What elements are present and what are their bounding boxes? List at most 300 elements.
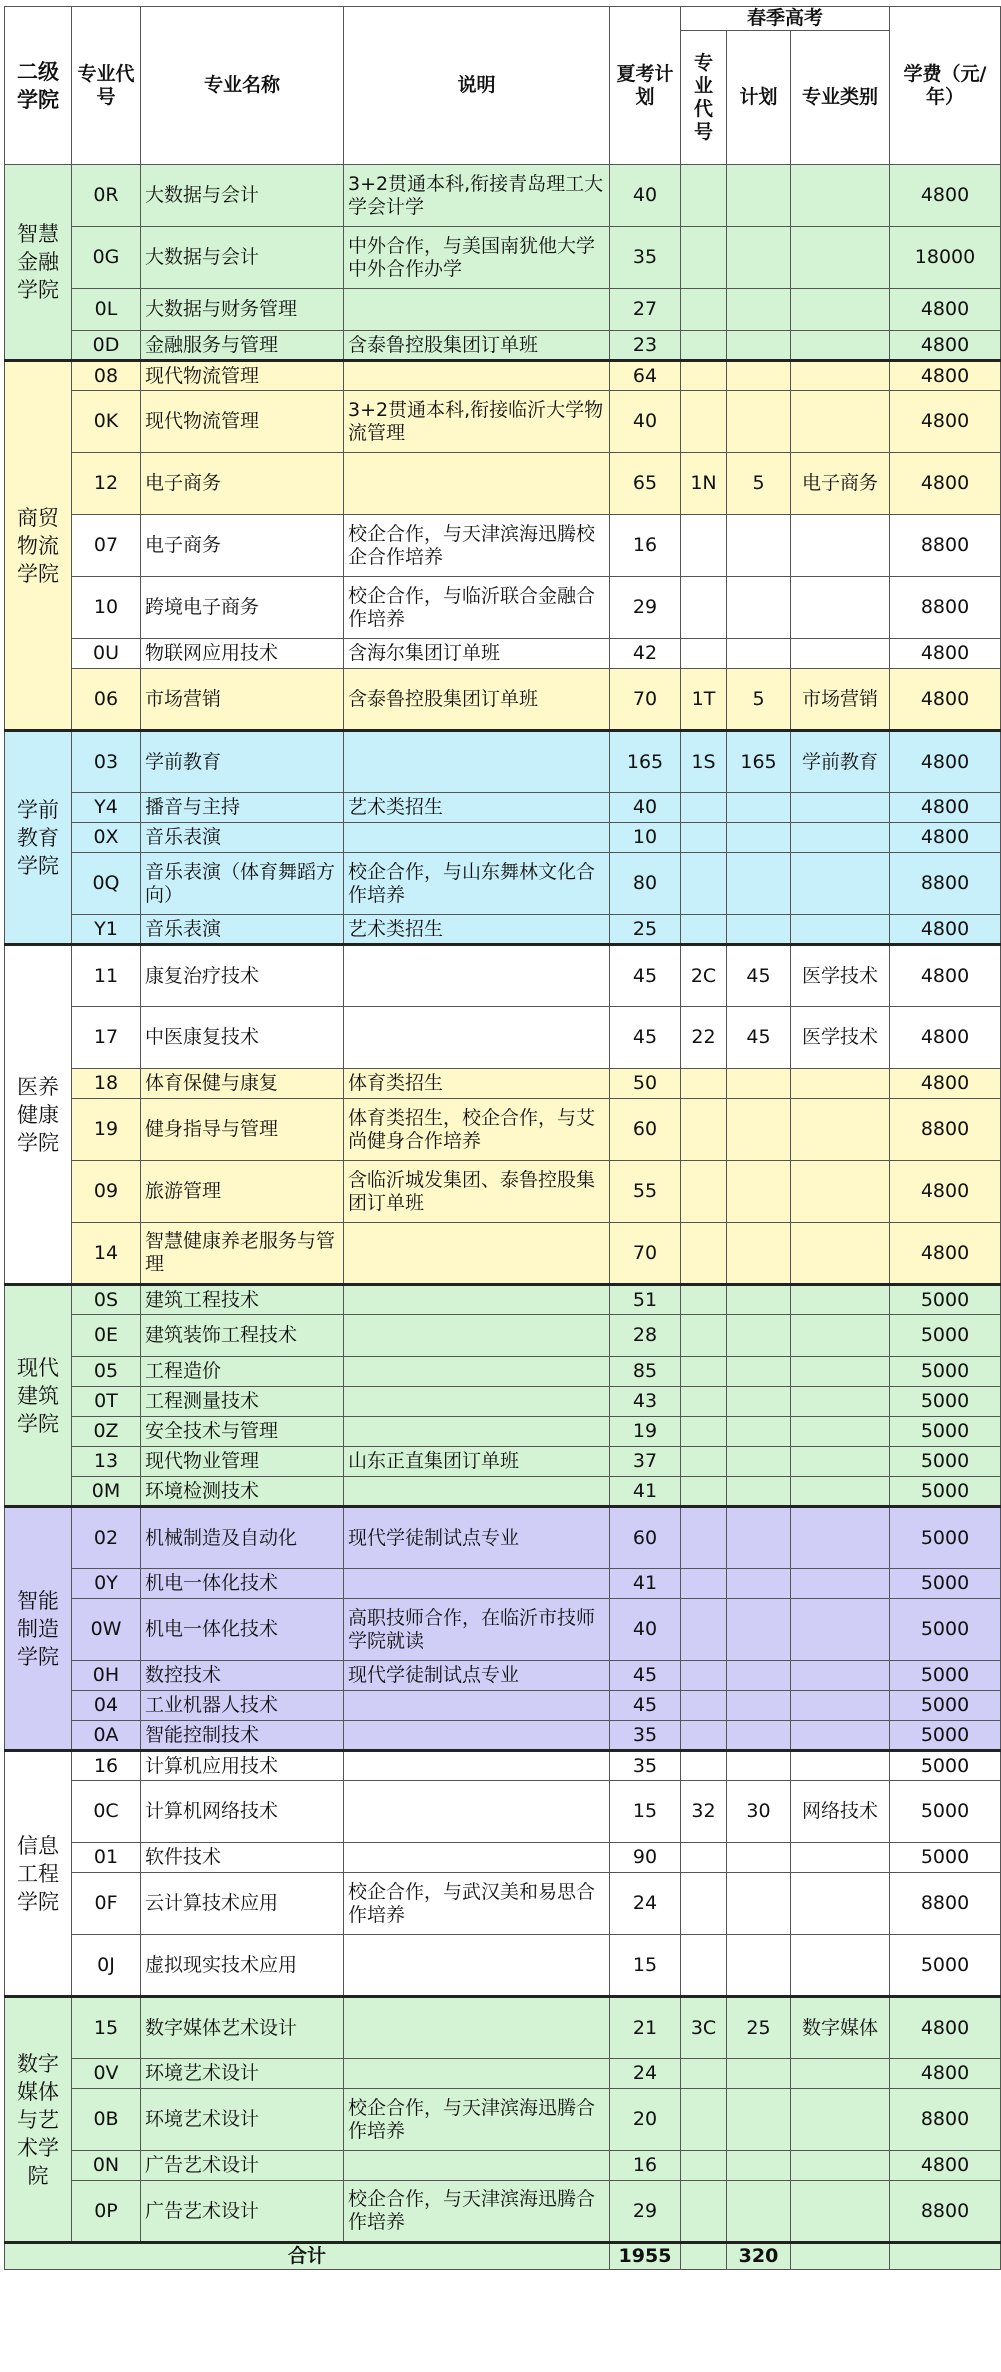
major-description: 校企合作，与天津滨海迅腾校企合作培养 bbox=[344, 515, 610, 577]
table-row bbox=[5, 1781, 1001, 1843]
table-row bbox=[5, 1997, 1001, 2059]
spring-category: 医学技术 bbox=[791, 1007, 890, 1069]
major-description bbox=[344, 1223, 610, 1285]
summer-plan: 35 bbox=[610, 1751, 681, 1781]
spring-plan bbox=[727, 1843, 791, 1873]
major-name: 跨境电子商务 bbox=[141, 577, 344, 639]
spring-code bbox=[681, 1599, 727, 1661]
summer-plan: 19 bbox=[610, 1417, 681, 1447]
spring-plan bbox=[727, 1099, 791, 1161]
tuition-fee: 4800 bbox=[890, 165, 1001, 227]
table-row bbox=[5, 669, 1001, 731]
major-code: 09 bbox=[72, 1161, 141, 1223]
tuition-fee: 5000 bbox=[890, 1357, 1001, 1387]
tuition-fee: 4800 bbox=[890, 361, 1001, 391]
table-row bbox=[5, 2059, 1001, 2089]
spring-category bbox=[791, 1661, 890, 1691]
major-code: 0M bbox=[72, 1477, 141, 1507]
major-description bbox=[344, 1477, 610, 1507]
spring-plan bbox=[727, 1069, 791, 1099]
tuition-fee: 8800 bbox=[890, 515, 1001, 577]
spring-category bbox=[791, 1069, 890, 1099]
spring-category bbox=[791, 2089, 890, 2151]
spring-code bbox=[681, 1315, 727, 1357]
college-name: 智能制造学院 bbox=[5, 1507, 72, 1751]
spring-plan bbox=[727, 1357, 791, 1387]
tuition-fee: 5000 bbox=[890, 1507, 1001, 1569]
tuition-fee: 4800 bbox=[890, 945, 1001, 1007]
tuition-fee: 4800 bbox=[890, 793, 1001, 823]
spring-code bbox=[681, 1507, 727, 1569]
spring-category bbox=[791, 2151, 890, 2181]
tuition-fee: 5000 bbox=[890, 1721, 1001, 1751]
spring-plan bbox=[727, 577, 791, 639]
spring-plan: 45 bbox=[727, 1007, 791, 1069]
spring-code bbox=[681, 165, 727, 227]
major-name: 智能控制技术 bbox=[141, 1721, 344, 1751]
spring-category bbox=[791, 289, 890, 331]
major-code: 0S bbox=[72, 1285, 141, 1315]
spring-category bbox=[791, 1099, 890, 1161]
tuition-fee: 5000 bbox=[890, 1843, 1001, 1873]
table-row bbox=[5, 2151, 1001, 2181]
spring-plan bbox=[727, 1315, 791, 1357]
summer-plan: 40 bbox=[610, 165, 681, 227]
major-name: 金融服务与管理 bbox=[141, 331, 344, 361]
major-name: 环境检测技术 bbox=[141, 1477, 344, 1507]
spring-code bbox=[681, 391, 727, 453]
major-description bbox=[344, 945, 610, 1007]
major-description: 现代学徒制试点专业 bbox=[344, 1661, 610, 1691]
summer-plan: 80 bbox=[610, 853, 681, 915]
tuition-fee: 5000 bbox=[890, 1315, 1001, 1357]
major-description: 校企合作，与天津滨海迅腾合作培养 bbox=[344, 2181, 610, 2243]
major-name: 虚拟现实技术应用 bbox=[141, 1935, 344, 1997]
spring-code bbox=[681, 227, 727, 289]
table-row bbox=[5, 2181, 1001, 2243]
major-description: 山东正直集团订单班 bbox=[344, 1447, 610, 1477]
summer-plan: 28 bbox=[610, 1315, 681, 1357]
spring-plan bbox=[727, 1721, 791, 1751]
tuition-fee: 4800 bbox=[890, 453, 1001, 515]
major-description: 校企合作，与武汉美和易思合作培养 bbox=[344, 1873, 610, 1935]
spring-code bbox=[681, 639, 727, 669]
spring-category bbox=[791, 1599, 890, 1661]
major-name: 音乐表演（体育舞蹈方向） bbox=[141, 853, 344, 915]
table-row bbox=[5, 1721, 1001, 1751]
major-description: 含海尔集团订单班 bbox=[344, 639, 610, 669]
tuition-fee: 4800 bbox=[890, 669, 1001, 731]
summer-plan: 165 bbox=[610, 731, 681, 793]
summer-plan: 23 bbox=[610, 331, 681, 361]
major-description bbox=[344, 1285, 610, 1315]
major-name: 数字媒体艺术设计 bbox=[141, 1997, 344, 2059]
major-name: 中医康复技术 bbox=[141, 1007, 344, 1069]
spring-code bbox=[681, 2151, 727, 2181]
major-name: 计算机应用技术 bbox=[141, 1751, 344, 1781]
spring-plan bbox=[727, 639, 791, 669]
major-name: 音乐表演 bbox=[141, 915, 344, 945]
major-code: 08 bbox=[72, 361, 141, 391]
major-description bbox=[344, 2059, 610, 2089]
spring-plan bbox=[727, 1447, 791, 1477]
spring-plan bbox=[727, 915, 791, 945]
tuition-fee: 8800 bbox=[890, 853, 1001, 915]
spring-category bbox=[791, 823, 890, 853]
spring-code bbox=[681, 1223, 727, 1285]
table-row bbox=[5, 1223, 1001, 1285]
summer-plan: 24 bbox=[610, 1873, 681, 1935]
summer-plan: 43 bbox=[610, 1387, 681, 1417]
major-name: 物联网应用技术 bbox=[141, 639, 344, 669]
summer-plan: 25 bbox=[610, 915, 681, 945]
spring-category bbox=[791, 1161, 890, 1223]
spring-code bbox=[681, 515, 727, 577]
spring-code bbox=[681, 1387, 727, 1417]
spring-category bbox=[791, 1285, 890, 1315]
spring-category bbox=[791, 1223, 890, 1285]
spring-code bbox=[681, 1721, 727, 1751]
table-row bbox=[5, 1069, 1001, 1099]
major-name: 音乐表演 bbox=[141, 823, 344, 853]
major-description bbox=[344, 1357, 610, 1387]
spring-category bbox=[791, 515, 890, 577]
table-row bbox=[5, 1161, 1001, 1223]
summer-plan: 40 bbox=[610, 793, 681, 823]
spring-category bbox=[791, 391, 890, 453]
major-code: 07 bbox=[72, 515, 141, 577]
spring-code bbox=[681, 1161, 727, 1223]
table-row bbox=[5, 1099, 1001, 1161]
tuition-fee: 4800 bbox=[890, 2059, 1001, 2089]
spring-plan bbox=[727, 331, 791, 361]
spring-plan bbox=[727, 1661, 791, 1691]
spring-plan bbox=[727, 227, 791, 289]
total-summer: 1955 bbox=[610, 2243, 681, 2270]
major-name: 市场营销 bbox=[141, 669, 344, 731]
spring-code bbox=[681, 331, 727, 361]
summer-plan: 24 bbox=[610, 2059, 681, 2089]
total-label: 合计 bbox=[5, 2243, 610, 2270]
summer-plan: 29 bbox=[610, 2181, 681, 2243]
header-spring-code: 专业代号 bbox=[681, 31, 727, 165]
major-code: 0F bbox=[72, 1873, 141, 1935]
major-name: 工程测量技术 bbox=[141, 1387, 344, 1417]
header-spring-plan: 计划 bbox=[727, 31, 791, 165]
total-spring: 320 bbox=[727, 2243, 791, 2270]
tuition-fee: 4800 bbox=[890, 1997, 1001, 2059]
college-name: 医养健康学院 bbox=[5, 945, 72, 1285]
major-name: 大数据与会计 bbox=[141, 227, 344, 289]
major-code: 17 bbox=[72, 1007, 141, 1069]
major-description: 现代学徒制试点专业 bbox=[344, 1507, 610, 1569]
major-description bbox=[344, 1997, 610, 2059]
spring-plan bbox=[727, 1599, 791, 1661]
tuition-fee: 4800 bbox=[890, 639, 1001, 669]
major-description bbox=[344, 361, 610, 391]
table-row bbox=[5, 823, 1001, 853]
major-description bbox=[344, 1007, 610, 1069]
spring-category bbox=[791, 915, 890, 945]
major-code: 0U bbox=[72, 639, 141, 669]
summer-plan: 42 bbox=[610, 639, 681, 669]
spring-category: 电子商务 bbox=[791, 453, 890, 515]
major-code: 0B bbox=[72, 2089, 141, 2151]
tuition-fee: 8800 bbox=[890, 1873, 1001, 1935]
major-description bbox=[344, 1935, 610, 1997]
spring-category bbox=[791, 577, 890, 639]
spring-category bbox=[791, 361, 890, 391]
spring-category bbox=[791, 1873, 890, 1935]
summer-plan: 70 bbox=[610, 669, 681, 731]
header-name: 专业名称 bbox=[141, 7, 344, 165]
spring-code bbox=[681, 1751, 727, 1781]
summer-plan: 70 bbox=[610, 1223, 681, 1285]
tuition-fee: 5000 bbox=[890, 1285, 1001, 1315]
spring-category bbox=[791, 331, 890, 361]
major-description: 体育类招生 bbox=[344, 1069, 610, 1099]
major-description: 体育类招生，校企合作，与艾尚健身合作培养 bbox=[344, 1099, 610, 1161]
header-spring-category: 专业类别 bbox=[791, 31, 890, 165]
spring-code bbox=[681, 2181, 727, 2243]
major-name: 建筑工程技术 bbox=[141, 1285, 344, 1315]
summer-plan: 41 bbox=[610, 1477, 681, 1507]
major-description bbox=[344, 1691, 610, 1721]
header-desc: 说明 bbox=[344, 7, 610, 165]
summer-plan: 40 bbox=[610, 391, 681, 453]
spring-code bbox=[681, 2089, 727, 2151]
spring-code bbox=[681, 1417, 727, 1447]
table-row bbox=[5, 1507, 1001, 1569]
major-description bbox=[344, 289, 610, 331]
spring-category: 市场营销 bbox=[791, 669, 890, 731]
major-code: 0G bbox=[72, 227, 141, 289]
college-name: 信息工程学院 bbox=[5, 1751, 72, 1997]
total-row bbox=[5, 2243, 1001, 2270]
major-code: Y4 bbox=[72, 793, 141, 823]
summer-plan: 20 bbox=[610, 2089, 681, 2151]
major-code: 0N bbox=[72, 2151, 141, 2181]
total-fee bbox=[890, 2243, 1001, 2270]
major-description bbox=[344, 1781, 610, 1843]
major-code: 0Z bbox=[72, 1417, 141, 1447]
header-summer: 夏考计划 bbox=[610, 7, 681, 165]
spring-code: 1T bbox=[681, 669, 727, 731]
spring-code bbox=[681, 1069, 727, 1099]
major-name: 安全技术与管理 bbox=[141, 1417, 344, 1447]
tuition-fee: 8800 bbox=[890, 2181, 1001, 2243]
major-name: 现代物流管理 bbox=[141, 361, 344, 391]
spring-code bbox=[681, 1691, 727, 1721]
tuition-fee: 18000 bbox=[890, 227, 1001, 289]
summer-plan: 64 bbox=[610, 361, 681, 391]
major-code: 0D bbox=[72, 331, 141, 361]
spring-code bbox=[681, 853, 727, 915]
major-code: 19 bbox=[72, 1099, 141, 1161]
tuition-fee: 4800 bbox=[890, 915, 1001, 945]
major-description bbox=[344, 1751, 610, 1781]
major-code: 16 bbox=[72, 1751, 141, 1781]
spring-code bbox=[681, 1873, 727, 1935]
summer-plan: 45 bbox=[610, 1691, 681, 1721]
table-row bbox=[5, 1477, 1001, 1507]
college-name: 智慧金融学院 bbox=[5, 165, 72, 361]
spring-plan: 25 bbox=[727, 1997, 791, 2059]
spring-plan bbox=[727, 1873, 791, 1935]
table-row bbox=[5, 1315, 1001, 1357]
tuition-fee: 4800 bbox=[890, 1007, 1001, 1069]
spring-plan bbox=[727, 1691, 791, 1721]
summer-plan: 41 bbox=[610, 1569, 681, 1599]
major-code: 13 bbox=[72, 1447, 141, 1477]
college-name: 商贸物流学院 bbox=[5, 361, 72, 731]
major-name: 环境艺术设计 bbox=[141, 2089, 344, 2151]
tuition-fee: 5000 bbox=[890, 1477, 1001, 1507]
spring-category bbox=[791, 2059, 890, 2089]
table-row bbox=[5, 1599, 1001, 1661]
spring-plan bbox=[727, 1285, 791, 1315]
table-row bbox=[5, 227, 1001, 289]
spring-category bbox=[791, 1477, 890, 1507]
spring-plan bbox=[727, 1569, 791, 1599]
table-row bbox=[5, 515, 1001, 577]
spring-code bbox=[681, 823, 727, 853]
spring-category bbox=[791, 639, 890, 669]
spring-category bbox=[791, 1387, 890, 1417]
college-name: 学前教育学院 bbox=[5, 731, 72, 945]
major-description: 高职技师合作，在临沂市技师学院就读 bbox=[344, 1599, 610, 1661]
tuition-fee: 5000 bbox=[890, 1387, 1001, 1417]
table-row bbox=[5, 639, 1001, 669]
spring-category bbox=[791, 1315, 890, 1357]
major-description bbox=[344, 1387, 610, 1417]
tuition-fee: 5000 bbox=[890, 1447, 1001, 1477]
major-name: 现代物业管理 bbox=[141, 1447, 344, 1477]
major-code: 0Q bbox=[72, 853, 141, 915]
summer-plan: 60 bbox=[610, 1099, 681, 1161]
tuition-fee: 5000 bbox=[890, 1599, 1001, 1661]
summer-plan: 21 bbox=[610, 1997, 681, 2059]
table-row bbox=[5, 165, 1001, 227]
major-name: 工业机器人技术 bbox=[141, 1691, 344, 1721]
summer-plan: 27 bbox=[610, 289, 681, 331]
spring-category bbox=[791, 1751, 890, 1781]
major-code: 18 bbox=[72, 1069, 141, 1099]
major-description bbox=[344, 1721, 610, 1751]
plan-body bbox=[5, 165, 1001, 2243]
major-name: 机电一体化技术 bbox=[141, 1599, 344, 1661]
summer-plan: 16 bbox=[610, 2151, 681, 2181]
summer-plan: 65 bbox=[610, 453, 681, 515]
spring-code bbox=[681, 1285, 727, 1315]
tuition-fee: 5000 bbox=[890, 1569, 1001, 1599]
table-row bbox=[5, 331, 1001, 361]
header-fee: 学费（元/年） bbox=[890, 7, 1001, 165]
table-row bbox=[5, 1751, 1001, 1781]
spring-plan bbox=[727, 1387, 791, 1417]
major-code: 0X bbox=[72, 823, 141, 853]
table-row bbox=[5, 793, 1001, 823]
summer-plan: 40 bbox=[610, 1599, 681, 1661]
spring-category: 学前教育 bbox=[791, 731, 890, 793]
tuition-fee: 4800 bbox=[890, 1069, 1001, 1099]
tuition-fee: 8800 bbox=[890, 577, 1001, 639]
header-row-1 bbox=[5, 7, 1001, 31]
spring-plan bbox=[727, 2059, 791, 2089]
spring-plan: 5 bbox=[727, 669, 791, 731]
major-name: 环境艺术设计 bbox=[141, 2059, 344, 2089]
major-name: 工程造价 bbox=[141, 1357, 344, 1387]
spring-code bbox=[681, 1569, 727, 1599]
spring-code: 3C bbox=[681, 1997, 727, 2059]
table-row bbox=[5, 1447, 1001, 1477]
spring-category bbox=[791, 1417, 890, 1447]
spring-category bbox=[791, 1691, 890, 1721]
tuition-fee: 5000 bbox=[890, 1751, 1001, 1781]
spring-code bbox=[681, 289, 727, 331]
summer-plan: 50 bbox=[610, 1069, 681, 1099]
spring-plan bbox=[727, 1161, 791, 1223]
tuition-fee: 4800 bbox=[890, 2151, 1001, 2181]
major-name: 数控技术 bbox=[141, 1661, 344, 1691]
major-name: 软件技术 bbox=[141, 1843, 344, 1873]
spring-plan bbox=[727, 2151, 791, 2181]
spring-category: 医学技术 bbox=[791, 945, 890, 1007]
major-code: 0E bbox=[72, 1315, 141, 1357]
tuition-fee: 8800 bbox=[890, 2089, 1001, 2151]
college-name: 数字媒体与艺术学院 bbox=[5, 1997, 72, 2243]
major-code: 0V bbox=[72, 2059, 141, 2089]
major-description: 3+2贯通本科,衔接临沂大学物流管理 bbox=[344, 391, 610, 453]
major-name: 广告艺术设计 bbox=[141, 2151, 344, 2181]
table-row bbox=[5, 2089, 1001, 2151]
spring-code bbox=[681, 915, 727, 945]
spring-category bbox=[791, 1935, 890, 1997]
spring-category bbox=[791, 1507, 890, 1569]
major-description: 校企合作，与临沂联合金融合作培养 bbox=[344, 577, 610, 639]
table-row bbox=[5, 1873, 1001, 1935]
spring-category bbox=[791, 1843, 890, 1873]
major-description bbox=[344, 453, 610, 515]
major-code: 0K bbox=[72, 391, 141, 453]
spring-code: 1S bbox=[681, 731, 727, 793]
major-name: 旅游管理 bbox=[141, 1161, 344, 1223]
major-code: 04 bbox=[72, 1691, 141, 1721]
table-row bbox=[5, 1569, 1001, 1599]
table-row bbox=[5, 1661, 1001, 1691]
tuition-fee: 5000 bbox=[890, 1661, 1001, 1691]
summer-plan: 10 bbox=[610, 823, 681, 853]
total-spring-code bbox=[681, 2243, 727, 2270]
major-code: 10 bbox=[72, 577, 141, 639]
spring-plan bbox=[727, 165, 791, 227]
spring-code: 1N bbox=[681, 453, 727, 515]
summer-plan: 37 bbox=[610, 1447, 681, 1477]
tuition-fee: 4800 bbox=[890, 289, 1001, 331]
tuition-fee: 4800 bbox=[890, 1223, 1001, 1285]
spring-code bbox=[681, 1477, 727, 1507]
major-description bbox=[344, 731, 610, 793]
major-description: 中外合作，与美国南犹他大学中外合作办学 bbox=[344, 227, 610, 289]
spring-plan: 45 bbox=[727, 945, 791, 1007]
tuition-fee: 5000 bbox=[890, 1417, 1001, 1447]
spring-code bbox=[681, 1447, 727, 1477]
summer-plan: 55 bbox=[610, 1161, 681, 1223]
major-description bbox=[344, 1843, 610, 1873]
major-name: 大数据与财务管理 bbox=[141, 289, 344, 331]
tuition-fee: 4800 bbox=[890, 331, 1001, 361]
header-code: 专业代号 bbox=[72, 7, 141, 165]
